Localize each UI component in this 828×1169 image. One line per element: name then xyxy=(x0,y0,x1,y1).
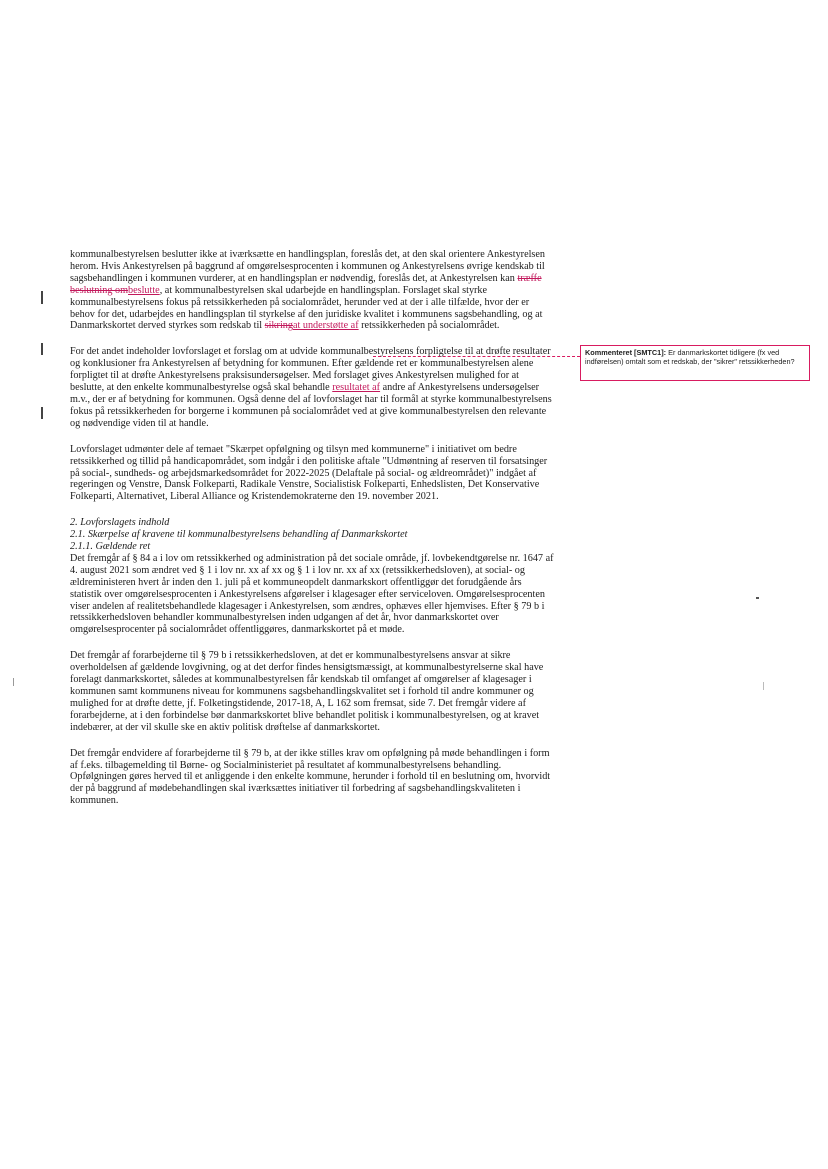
text-run: andre af Ankestyrelsens undersøgelser m.v., der er af betydning for kommunen. Også denne del af lovforslaget har til formål at styrke kommunalbestyrelsens fokus på retssikkerheden for borgerne i kommunen på socialområdet ved at give kommunalbestyrelsen den relevante og nødvendige viden til at handle. xyxy=(70,382,552,429)
scan-speck xyxy=(763,682,764,690)
deleted-text: sikring xyxy=(264,320,293,332)
inserted-text: at understøtte af xyxy=(292,320,359,332)
subsection-heading: 2.1. Skærpelse af kravene til kommunalbestyrelsens behandling af Danmarkskortet xyxy=(70,529,408,541)
scan-speck xyxy=(756,597,759,599)
comment-text: Er danmarkskortet tidligere (fx ved indførelsen) omtalt som et redskab, der "sikrer" retssikkerheden? xyxy=(585,348,795,366)
text-run: retssikkerheden på socialområdet. xyxy=(358,320,500,332)
paragraph-3: Lovforslaget udmønter dele af temaet "Skærpet opfølgning og tilsyn med kommunerne" i initiativet om bedre retssikkerhed og tillid på handicapområdet, som indgår i den politiske aftale "Udmøntning af reserven til forsatsinger på social-, sundheds- og arbejdsmarkedsområdet for 2022-2025 (Delaftale på social- og ældreområdet)" indgået af regeringen og Venstre, Dansk Folkeparti, Radikale Venstre, Socialistisk Folkeparti, Enhedslisten, Det Konservative Folkeparti, Alternativet, Liberal Alliance og Kristendemokraterne den 19. november 2021. xyxy=(70,443,548,503)
section-heading: 2. Lovforslagets indhold xyxy=(70,517,170,529)
paragraph-2 xyxy=(70,346,554,429)
paragraph-5: Det fremgår af forarbejderne til § 79 b i retssikkerhedsloven, at det er kommunalbestyrelsens ansvar at sikre overholdelsen af gældende lovgivning, og at det derfor findes hensigtsmæssigt, at kommunalbestyrelserne skal have forelagt danmarkskortet, således at kommunalbestyrelsen får kendskab til omfanget af omgørelser af klagesager i kommunen samt kommunens niveau for kommunens sagsbehandlingskvalitet set i forhold til andre kommuner og mulighed for at drøfte dette, jf. Folketingstidende, 2017-18, A, L 162 som fremsat, side 7. Det fremgår videre af forarbejderne, at i den forbindelse bør danmarkskortet blive behandlet politisk i kommunalbestyrelsen, og at kravet indebærer, at der vil skulle ske en aktiv politisk drøftelse af danmarkskortet. xyxy=(70,650,544,733)
comment-author: Kommenteret [SMTC1]: xyxy=(585,348,667,357)
paragraph-4: Det fremgår af § 84 a i lov om retssikkerhed og administration på det sociale område, jf. lovbekendtgørelse nr. 1647 af 4. august 2021 som ændret ved § 1 i lov nr. xx af xx og § 1 i lov nr. xx af xx (retssikkerhedsloven), at social- og ældreministeren hvert år inden den 1. juli på et kommuneopdelt danmarkskort offentliggør det forudgående års statistik over omgørelsesprocenten i Ankestyrelsens afgørelser i klagesager efter serviceloven. Omgørelsesprocenten viser andelen af realitetsbehandlede klagesager i Ankestyrelsen, som ændres, ophæves eller hjemvises. Efter § 79 b i retssikkerhedsloven behandler kommunalbestyrelsen inden udgangen af det år, hvor danmarkskortet over omgørelsesprocenter på socialområdet offentliggøres, danmarkskortet på et møde. xyxy=(70,552,554,636)
document-body xyxy=(70,249,554,807)
inserted-text: resultatet af xyxy=(332,382,381,394)
deleted-text: træffe beslutning om xyxy=(70,272,542,296)
comment-balloon[interactable] xyxy=(580,345,810,381)
text-run: For det andet indeholder lovforslaget et forslag om at udvide kommunalbestyrelsens forpligtelse til at drøfte resultater og konklusioner fra Ankestyrelsen af betydning for kommunen. Efter gældende ret er kommunalbestyrelsen alene forpligtet til at drøfte Ankestyrelsens praksisundersøgelser. Med forslaget gives Ankestyrelsen mulighed for at beslutte, at den enkelte kommunalbestyrelse også skal behandle xyxy=(70,346,551,394)
text-run: kommunalbestyrelsen beslutter ikke at iværksætte en handlingsplan, foreslås det, at den skal orientere Ankestyrelsen herom. Hvis Ankestyrelsen på baggrund af omgørelsesprocenten i kommunen og Ankestyrelsens øvrige kendskab til sagsbehandlingen i kommunen vurderer, at en handlingsplan er nødvendig, foreslås det, at Ankestyrelsen kan xyxy=(70,249,546,284)
change-bar xyxy=(41,343,43,355)
paragraph-1 xyxy=(70,249,554,332)
change-bar xyxy=(41,407,43,419)
paragraph-6: Det fremgår endvidere af forarbejderne til § 79 b, at der ikke stilles krav om opfølgning på møde behandlingen i form af f.eks. tilbagemelding til Børne- og Socialministeriet på resultatet af kommunalbestyrelsens behandling. Opfølgningen gøres herved til et anliggende i den enkelte kommune, herunder i forhold til en beslutning om, hvorvidt der på baggrund af mødebehandlingen skal iværksættes initiativer til forbedring af sagsbehandlingskvaliteten i kommunen. xyxy=(70,747,551,807)
scan-speck xyxy=(13,678,14,686)
inserted-text: beslutte xyxy=(128,284,160,296)
subsubsection-heading: 2.1.1. Gældende ret xyxy=(70,541,151,553)
text-run: , at kommunalbestyrelsen skal udarbejde en handlingsplan. Forslaget skal styrke kommunalbestyrelsens fokus på retssikkerheden på socialområdet, herunder ved at der i alle tilfælde, hvor der er behov for det, udarbejdes en handlingsplan til styrkelse af den juridiske kvalitet i kommunens sagsbehandling, og at Danmarkskortet derved styrkes som redskab til xyxy=(70,284,543,332)
change-bar xyxy=(41,291,43,304)
